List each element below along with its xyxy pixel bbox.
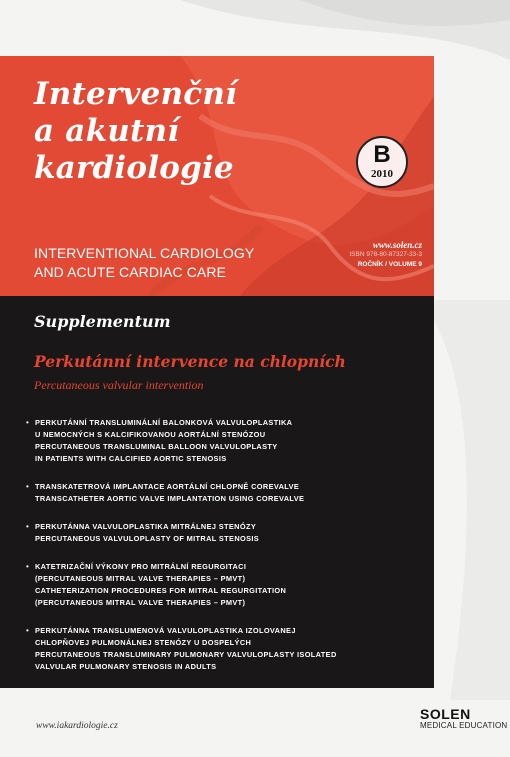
- article-line: VALVULAR PULMONARY STENOSIS IN ADULTS: [35, 662, 217, 671]
- header-red-block: [0, 56, 434, 296]
- journal-title-line: kardiologie: [34, 150, 234, 186]
- article-item: [26, 561, 426, 609]
- bullet-icon: •: [26, 562, 29, 571]
- article-line: IN PATIENTS WITH CALCIFIED AORTIC STENOSIS: [35, 454, 227, 463]
- journal-meta: [349, 240, 422, 270]
- article-line: (PERCUTANEOUS MITRAL VALVE THERAPIES – PMVT): [35, 574, 246, 583]
- issue-badge-year: 2010: [371, 168, 393, 180]
- bullet-icon: •: [26, 626, 29, 635]
- journal-website-link[interactable]: www.iakardiologie.cz: [36, 721, 118, 731]
- article-item: [26, 625, 426, 673]
- content-black-block: [0, 296, 434, 688]
- article-line: CATHETERIZATION PROCEDURES FOR MITRAL REGURGITATION: [35, 586, 287, 595]
- article-line: PERCUTANEOUS TRANSLUMINARY PULMONARY VALVULOPLASTY ISOLATED: [35, 650, 337, 659]
- journal-subtitle-line: AND ACUTE CARDIAC CARE: [34, 264, 227, 280]
- issue-badge: [356, 136, 408, 188]
- article-line: TRANSKATETROVÁ IMPLANTACE AORTÁLNÍ CHLOPNĚ COREVALVE: [35, 482, 300, 491]
- article-line: KATETRIZAČNÍ VÝKONY PRO MITRÁLNÍ REGURGITACI: [35, 562, 247, 571]
- issue-badge-letter: B: [373, 141, 391, 168]
- article-item: [26, 521, 426, 545]
- volume: ROČNÍK / VOLUME 9: [357, 261, 422, 268]
- article-list: [26, 417, 426, 689]
- section-title: Perkutánní intervence na chlopních: [34, 352, 346, 371]
- bullet-icon: •: [26, 482, 29, 491]
- article-line: PERKUTÁNNÍ TRANSLUMINÁLNÍ BALONKOVÁ VALVULOPLASTIKA: [35, 418, 293, 427]
- bullet-icon: •: [26, 418, 29, 427]
- journal-title-line: Intervenční: [34, 76, 238, 112]
- article-item: [26, 481, 426, 505]
- journal-subtitle-line: INTERVENTIONAL CARDIOLOGY: [34, 245, 255, 261]
- bullet-icon: •: [26, 522, 29, 531]
- article-line: PERKUTÁNNA VALVULOPLASTIKA MITRÁLNEJ STENÓZY: [35, 522, 257, 531]
- article-line: U NEMOCNÝCH S KALCIFIKOVANOU AORTÁLNÍ STENÓZOU: [35, 430, 266, 439]
- article-line: CHLOPŇOVEJ PULMONÁLNEJ STENÓZY U DOSPELÝCH: [35, 638, 252, 647]
- publisher-tagline: MEDICAL EDUCATION: [420, 721, 508, 730]
- article-line: PERCUTANEOUS TRANSLUMINAL BALLOON VALVULOPLASTY: [35, 442, 278, 451]
- article-line: (PERCUTANEOUS MITRAL VALVE THERAPIES – PMVT): [35, 598, 246, 607]
- article-line: PERCUTANEOUS VALVULOPLASTY OF MITRAL STENOSIS: [35, 534, 260, 543]
- article-item: [26, 417, 426, 465]
- article-line: TRANSCATHETER AORTIC VALVE IMPLANTATION USING COREVALVE: [35, 494, 305, 503]
- journal-subtitle: [34, 244, 254, 282]
- publisher-logo: [420, 706, 510, 730]
- publisher-website: www.solen.cz: [372, 240, 422, 250]
- journal-title: [34, 76, 237, 187]
- isbn: ISBN 978-80-87327-33-3: [349, 251, 422, 258]
- publisher-name: SOLEN: [420, 706, 471, 722]
- journal-title-line: a akutní: [34, 113, 180, 149]
- supplement-label: Supplementum: [34, 312, 171, 331]
- section-subtitle: Percutaneous valvular intervention: [34, 378, 204, 392]
- article-line: PERKUTÁNNA TRANSLUMENOVÁ VALVULOPLASTIKA IZOLOVANEJ: [35, 626, 296, 635]
